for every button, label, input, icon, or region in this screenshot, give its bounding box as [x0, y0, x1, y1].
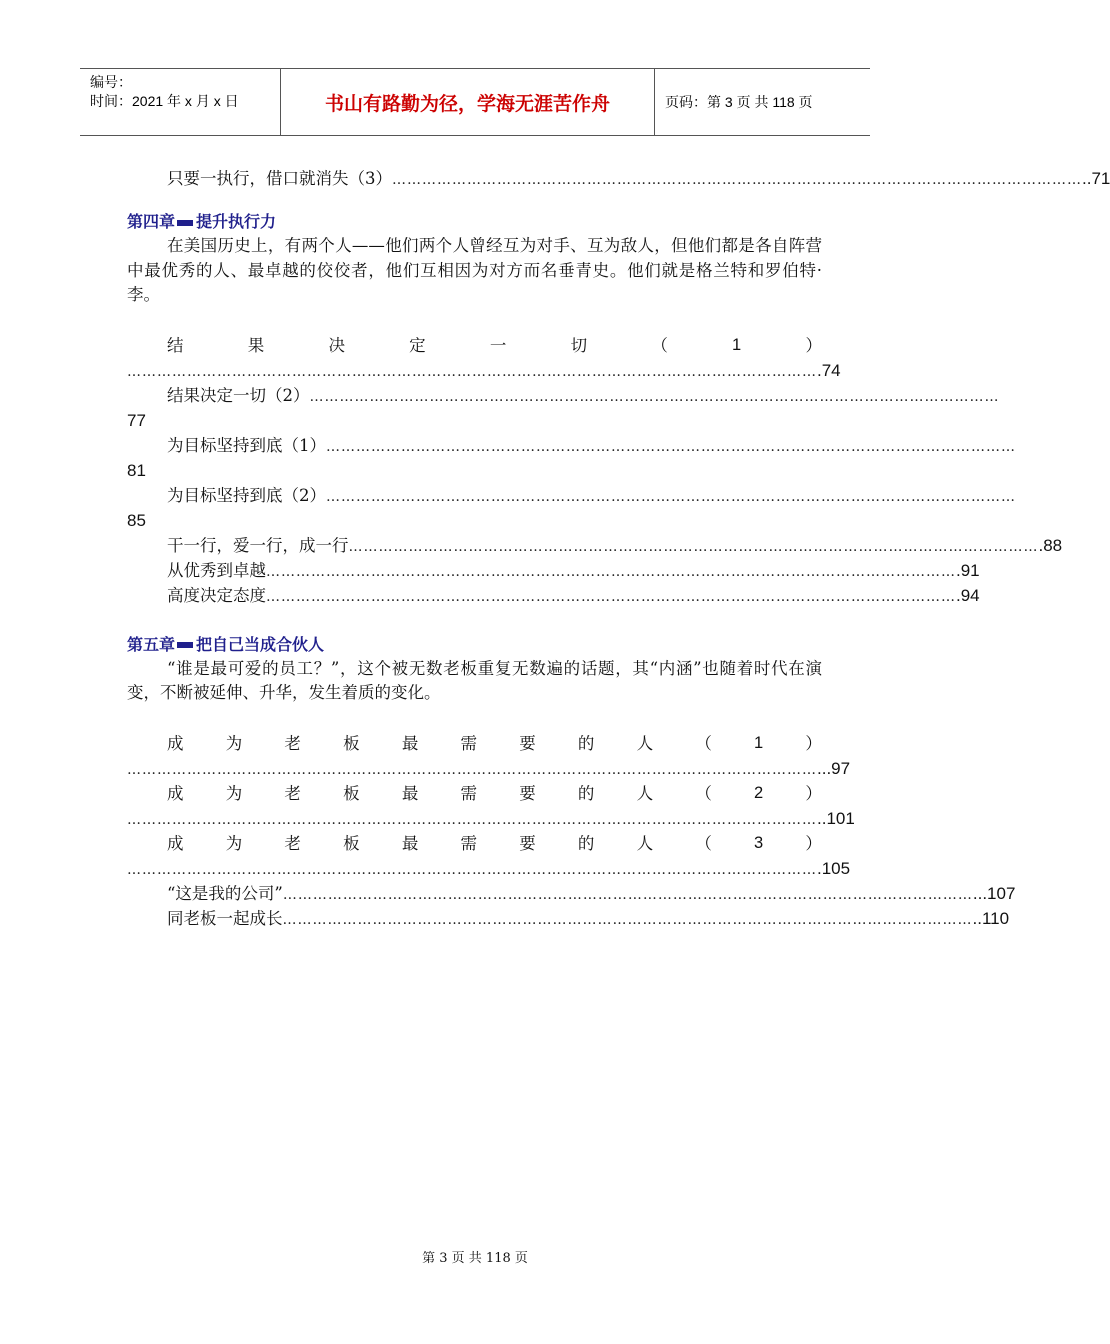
- header-page-info: 页码：第 3 页 共 118 页: [665, 94, 813, 110]
- toc-entry-char: 要: [519, 733, 536, 753]
- toc-entry[interactable]: [127, 433, 1016, 458]
- toc-entry-char: 老: [284, 783, 301, 803]
- toc-entry-page: 77: [127, 410, 146, 430]
- time-label: 时间：2021 年 x 月 x 日: [90, 93, 239, 109]
- chapter-number: 第四章: [127, 212, 176, 231]
- toc-entry-char: 为: [225, 733, 243, 753]
- toc-entry-char: 的: [577, 733, 595, 753]
- toc-entry[interactable]: [127, 533, 1063, 558]
- toc-entry-title: 为目标坚持到底（2）: [167, 485, 326, 505]
- toc-entry-title: 从优秀到卓越: [167, 560, 266, 580]
- toc-entry-char: （: [695, 833, 712, 853]
- toc-leader: …………………………………………………………………………………………………………………………: [392, 172, 1082, 188]
- toc-entry-title: 为目标坚持到底（1）: [167, 435, 326, 455]
- chapter-intro: 在美国历史上，有两个人——他们两个人曾经互为对手、互为敌人，但他们都是各自阵营中最优秀的人、最卓越的佼佼者，他们互相因为对方而名垂青史。他们就是格兰特和罗伯特·李。: [127, 236, 822, 304]
- toc-entry-page: ..71: [1082, 169, 1110, 188]
- page-footer: 第 3 页 共 118 页: [422, 1251, 528, 1266]
- toc-entry-char: 最: [401, 733, 419, 753]
- toc-entry-char: （: [695, 783, 712, 803]
- toc-entry-char: 需: [460, 783, 478, 803]
- toc-entry-page: .74: [817, 360, 841, 380]
- serial-label: 编号：: [90, 74, 132, 90]
- toc-entry-char: 成: [167, 733, 184, 753]
- toc-leader: …………………………………………………………………………………………………………………………: [127, 761, 817, 778]
- toc-entry-char: 要: [519, 833, 536, 853]
- toc-entry-page: ...107: [972, 883, 1016, 903]
- toc-entry-char: （: [695, 733, 712, 753]
- toc-entry-continuation: [127, 756, 851, 781]
- toc-entry-char: ）: [805, 833, 822, 853]
- toc-leader: …………………………………………………………………………………………………………………………: [326, 488, 1016, 505]
- toc-entry-char: 2: [754, 783, 764, 802]
- toc-entry-spread[interactable]: [127, 781, 822, 806]
- toc-entry-char: 1: [754, 733, 764, 752]
- toc-leader: …………………………………………………………………………………………………………………………: [348, 538, 1039, 555]
- toc-entry-char: 老: [284, 733, 301, 753]
- toc-leader: …………………………………………………………………………………………………………………………: [266, 563, 956, 580]
- toc-entry-continuation: [127, 856, 851, 881]
- toc-entry-char: 老: [284, 833, 301, 853]
- toc-entry[interactable]: [127, 166, 1110, 191]
- toc-entry-char: 的: [577, 783, 595, 803]
- toc-entry-char: 结: [167, 335, 184, 355]
- toc-entry-char: 一: [489, 335, 507, 355]
- toc-entry-char: （: [651, 335, 668, 355]
- toc-entry-page: .105: [817, 858, 851, 878]
- toc-leader: …………………………………………………………………………………………………………………………: [127, 363, 817, 380]
- heading-bar-icon: [177, 220, 193, 226]
- chapter-intro: “谁是最可爱的员工？”，这个被无数老板重复无数遍的话题，其“内涵”也随着时代在演变，不断被延伸、升华，发生着质的变化。: [127, 658, 822, 702]
- toc-entry-char: 成: [167, 833, 184, 853]
- chapter-number: 第五章: [127, 634, 176, 654]
- toc-entry-page: .94: [956, 585, 980, 605]
- toc-entry-char: 需: [460, 833, 478, 853]
- toc-entry-spread[interactable]: [127, 831, 822, 856]
- toc-entry-char: ）: [805, 783, 822, 803]
- toc-entry-char: 板: [343, 733, 360, 753]
- toc-entry-continuation: [127, 806, 855, 831]
- header-motto: 书山有路勤为径，学海无涯苦作舟: [281, 69, 655, 135]
- toc-entry-char: 的: [577, 833, 595, 853]
- toc-entry-title: 高度决定态度: [167, 585, 266, 605]
- chapter-heading[interactable]: [127, 632, 822, 657]
- toc-entry-page: ...97: [817, 758, 851, 778]
- toc-entry[interactable]: [127, 881, 1016, 906]
- toc-entry-title: “这是我的公司”: [167, 883, 283, 903]
- toc-entry-char: 要: [519, 783, 536, 803]
- toc-leader: …………………………………………………………………………………………………………………………: [127, 861, 817, 878]
- chapter-title: 提升执行力: [196, 212, 277, 231]
- toc-entry-char: 板: [343, 833, 360, 853]
- toc-entry-char: 最: [401, 783, 419, 803]
- toc-entry-char: 板: [343, 783, 360, 803]
- chapter-title: 把自己当成合伙人: [196, 634, 325, 654]
- document-header: [80, 68, 870, 136]
- header-meta: [80, 69, 281, 135]
- toc-entry-page: ..101: [817, 808, 855, 828]
- toc-entry-spread[interactable]: [127, 731, 822, 756]
- toc-entry-title: 结果决定一切（2）: [167, 385, 310, 405]
- heading-bar-icon: [177, 642, 193, 648]
- table-of-contents: [127, 166, 1110, 931]
- toc-entry[interactable]: [127, 906, 1010, 931]
- toc-leader: …………………………………………………………………………………………………………………………: [127, 811, 817, 828]
- toc-entry-char: 定: [409, 335, 426, 355]
- toc-entry[interactable]: [127, 383, 1000, 408]
- toc-entry-char: 1: [732, 335, 742, 354]
- toc-entry-page: ..110: [972, 908, 1010, 928]
- toc-entry-char: 人: [636, 783, 654, 803]
- toc-entry-char: ）: [805, 335, 822, 355]
- toc-entry-char: 为: [225, 833, 243, 853]
- toc-entry-char: ）: [805, 733, 822, 753]
- toc-entry-page: .91: [956, 560, 980, 580]
- toc-entry-title: 只要一执行，借口就消失（3）: [167, 169, 392, 188]
- toc-leader: …………………………………………………………………………………………………………………………: [309, 388, 1000, 405]
- toc-entry-spread[interactable]: [127, 333, 822, 358]
- toc-leader: …………………………………………………………………………………………………………………………: [266, 588, 956, 605]
- toc-leader: …………………………………………………………………………………………………………………………: [282, 886, 973, 903]
- toc-entry-continuation: [127, 358, 841, 383]
- toc-entry-char: 3: [754, 833, 764, 852]
- toc-entry-char: 切: [570, 335, 588, 355]
- toc-entry-title: 同老板一起成长: [167, 908, 283, 928]
- chapter-heading[interactable]: [127, 209, 822, 234]
- toc-entry-char: 人: [636, 833, 654, 853]
- toc-entry-char: 成: [167, 783, 184, 803]
- toc-entry-char: 人: [636, 733, 654, 753]
- toc-entry-char: 最: [401, 833, 419, 853]
- toc-entry[interactable]: [127, 558, 980, 583]
- toc-entry-title: 干一行，爱一行，成一行: [167, 535, 349, 555]
- toc-entry[interactable]: [127, 583, 980, 608]
- toc-entry-page: 81: [127, 460, 146, 480]
- toc-entry[interactable]: [127, 483, 1016, 508]
- toc-entry-page: .88: [1038, 535, 1063, 555]
- toc-entry-char: 需: [460, 733, 478, 753]
- toc-leader: …………………………………………………………………………………………………………………………: [326, 438, 1016, 455]
- toc-entry-char: 果: [247, 335, 265, 355]
- toc-entry-page: 85: [127, 510, 146, 530]
- toc-leader: …………………………………………………………………………………………………………………………: [282, 911, 973, 928]
- toc-entry-char: 决: [328, 335, 345, 355]
- toc-entry-char: 为: [225, 783, 243, 803]
